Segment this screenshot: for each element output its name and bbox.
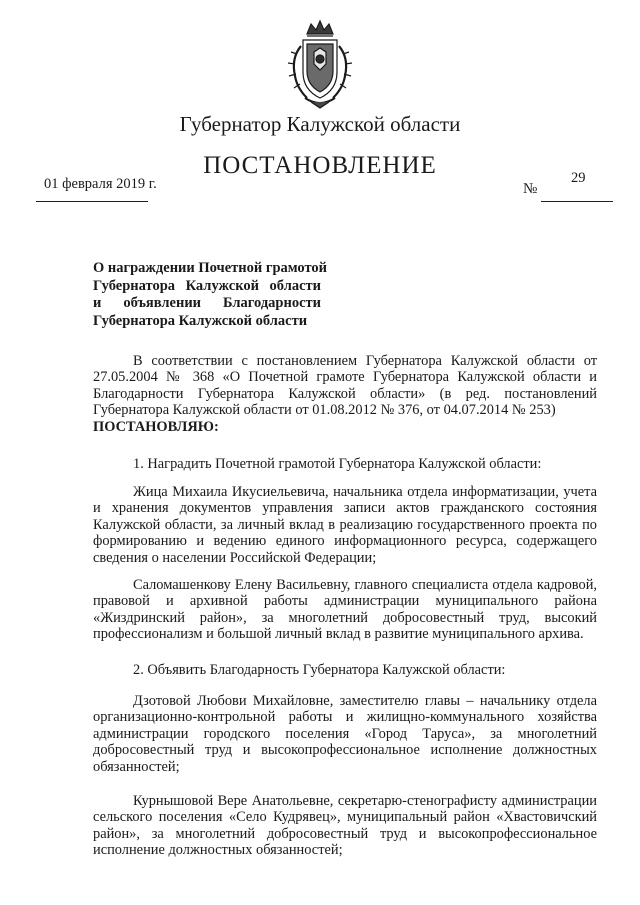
- document-subject: [93, 260, 328, 330]
- award-paragraph: Жица Михаила Икусиельевича, начальника отдела информатизации, учета и хранения документов управления записи актов гражданского состояния Калужской области, за личный вклад в реализацию государственного проекта по формированию и ведению единого информационного ресурса, содержащего сведения о населении Российской Федерации;: [93, 484, 597, 566]
- award-paragraph: Саломашенкову Елену Васильевну, главного специалиста отдела кадровой, правовой и архивной работы администрации муниципального района «Жиздринский район», за многолетний добросовестный труд, высокий профессионализм и большой личный вклад в развитие муниципального архива.: [93, 577, 597, 643]
- coat-of-arms-emblem: [285, 18, 355, 110]
- number-sign: №: [523, 181, 538, 197]
- gratitude-paragraph: Курнышовой Вере Анатольевне, секретарю-стенографисту администрации сельского поселения «Село Кудрявец», муниципальный район «Хвастовичский район», за многолетний добросовестный труд и высокопрофессиональное исполнение должностных обязанностей;: [93, 793, 597, 859]
- subject-line: и объявлении Благодарности: [93, 295, 321, 311]
- subject-line: О награждении Почетной грамотой: [93, 260, 328, 276]
- item-heading: 1. Наградить Почетной грамотой Губернатора Калужской области:: [133, 456, 542, 472]
- date-underline: [36, 201, 148, 202]
- item-heading: 2. Объявить Благодарность Губернатора Калужской области:: [133, 662, 506, 678]
- document-type-title: ПОСТАНОВЛЕНИЕ: [203, 152, 437, 179]
- decree-word: ПОСТАНОВЛЯЮ:: [93, 418, 219, 435]
- preamble-text: В соответствии с постановлением Губернатора Калужской области от 27.05.2004 № 368 «О Почетной грамоте Губернатора Калужской области и Благодарности Губернатора Калужской области» (в ред. постановлений Губернатора Калужской области от 01.08.2012 № 376, от 04.07.2014 № 253): [93, 353, 597, 419]
- preamble-paragraph: [93, 353, 597, 435]
- subject-line: Губернатора Калужской области: [93, 277, 321, 294]
- document-date: 01 февраля 2019 г.: [44, 176, 157, 192]
- number-underline: [541, 201, 613, 202]
- subject-line: Губернатора Калужской области: [93, 312, 308, 329]
- governor-title: Губернатор Калужской области: [179, 112, 461, 136]
- document-number: 29: [571, 170, 586, 186]
- gratitude-paragraph: Дзотовой Любови Михайловне, заместителю главы – начальнику отдела организационно-контрольной работы и жилищно-коммунального хозяйства администрации городского поселения «Город Таруса», за многолетний добросовестный труд и высокопрофессиональное исполнение должностных обязанностей;: [93, 693, 597, 775]
